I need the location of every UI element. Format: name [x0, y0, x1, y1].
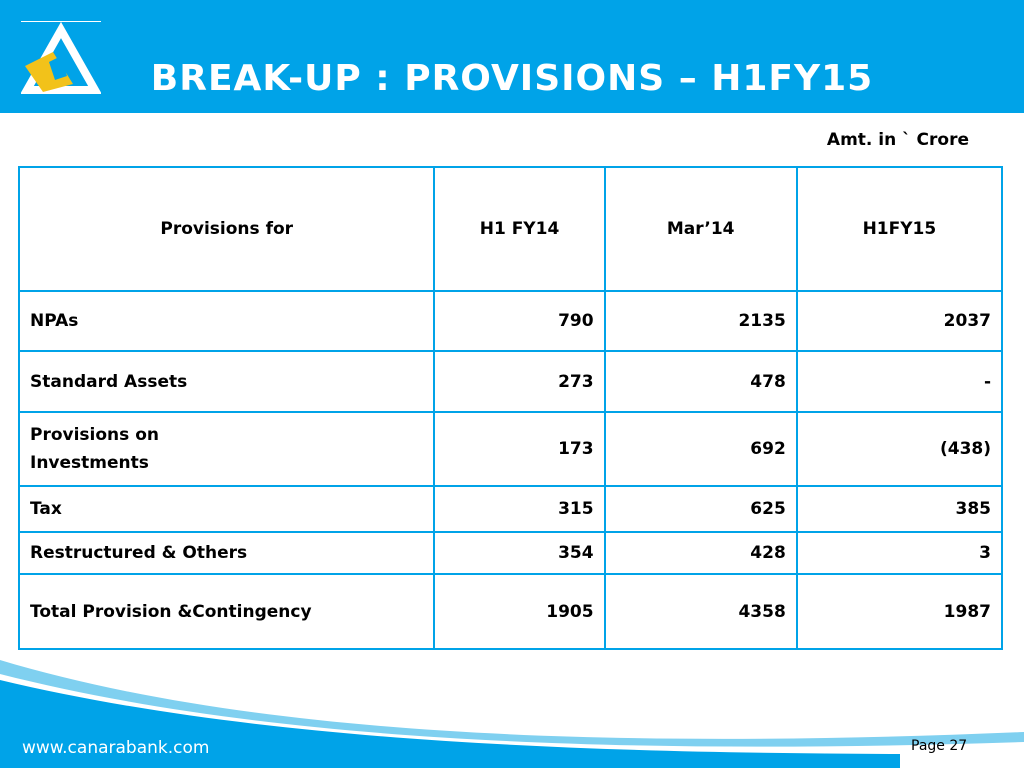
- row-label: Standard Assets: [19, 351, 434, 412]
- cell-mar14: 478: [605, 351, 797, 412]
- table-row: [19, 412, 1002, 486]
- cell-h1fy14: 790: [434, 291, 604, 351]
- row-label: Tax: [19, 486, 434, 532]
- page-number: Page 27: [911, 738, 968, 754]
- amount-unit-note: Amt. in ` Crore: [826, 130, 969, 150]
- cell-h1fy15: 1987: [797, 574, 1002, 649]
- table-row: [19, 351, 1002, 412]
- cell-h1fy14: 273: [434, 351, 604, 412]
- row-label: NPAs: [19, 291, 434, 351]
- table-row: [19, 291, 1002, 351]
- cell-mar14: 625: [605, 486, 797, 532]
- row-label: Provisions on Investments: [19, 412, 434, 486]
- cell-h1fy15: -: [797, 351, 1002, 412]
- cell-h1fy14: 315: [434, 486, 604, 532]
- cell-mar14: 2135: [605, 291, 797, 351]
- cell-h1fy15: 3: [797, 532, 1002, 574]
- table-row: [19, 574, 1002, 649]
- cell-h1fy15: 385: [797, 486, 1002, 532]
- footer-website-link[interactable]: www.canarabank.com: [22, 738, 210, 758]
- cell-h1fy14: 1905: [434, 574, 604, 649]
- table-row: [19, 532, 1002, 574]
- provisions-table: [18, 166, 1003, 650]
- cell-h1fy15: 2037: [797, 291, 1002, 351]
- table-row: [19, 486, 1002, 532]
- header-mar14: Mar’14: [605, 167, 797, 291]
- cell-mar14: 692: [605, 412, 797, 486]
- row-label: Restructured & Others: [19, 532, 434, 574]
- header-h1fy15: H1FY15: [797, 167, 1002, 291]
- cell-h1fy14: 173: [434, 412, 604, 486]
- header-provisions-for: Provisions for: [19, 167, 434, 291]
- header-h1fy14: H1 FY14: [434, 167, 604, 291]
- row-label: Total Provision &Contingency: [19, 574, 434, 649]
- page-title: BREAK-UP : PROVISIONS – H1FY15: [150, 58, 874, 99]
- cell-h1fy14: 354: [434, 532, 604, 574]
- cell-h1fy15: (438): [797, 412, 1002, 486]
- cell-mar14: 428: [605, 532, 797, 574]
- cell-mar14: 4358: [605, 574, 797, 649]
